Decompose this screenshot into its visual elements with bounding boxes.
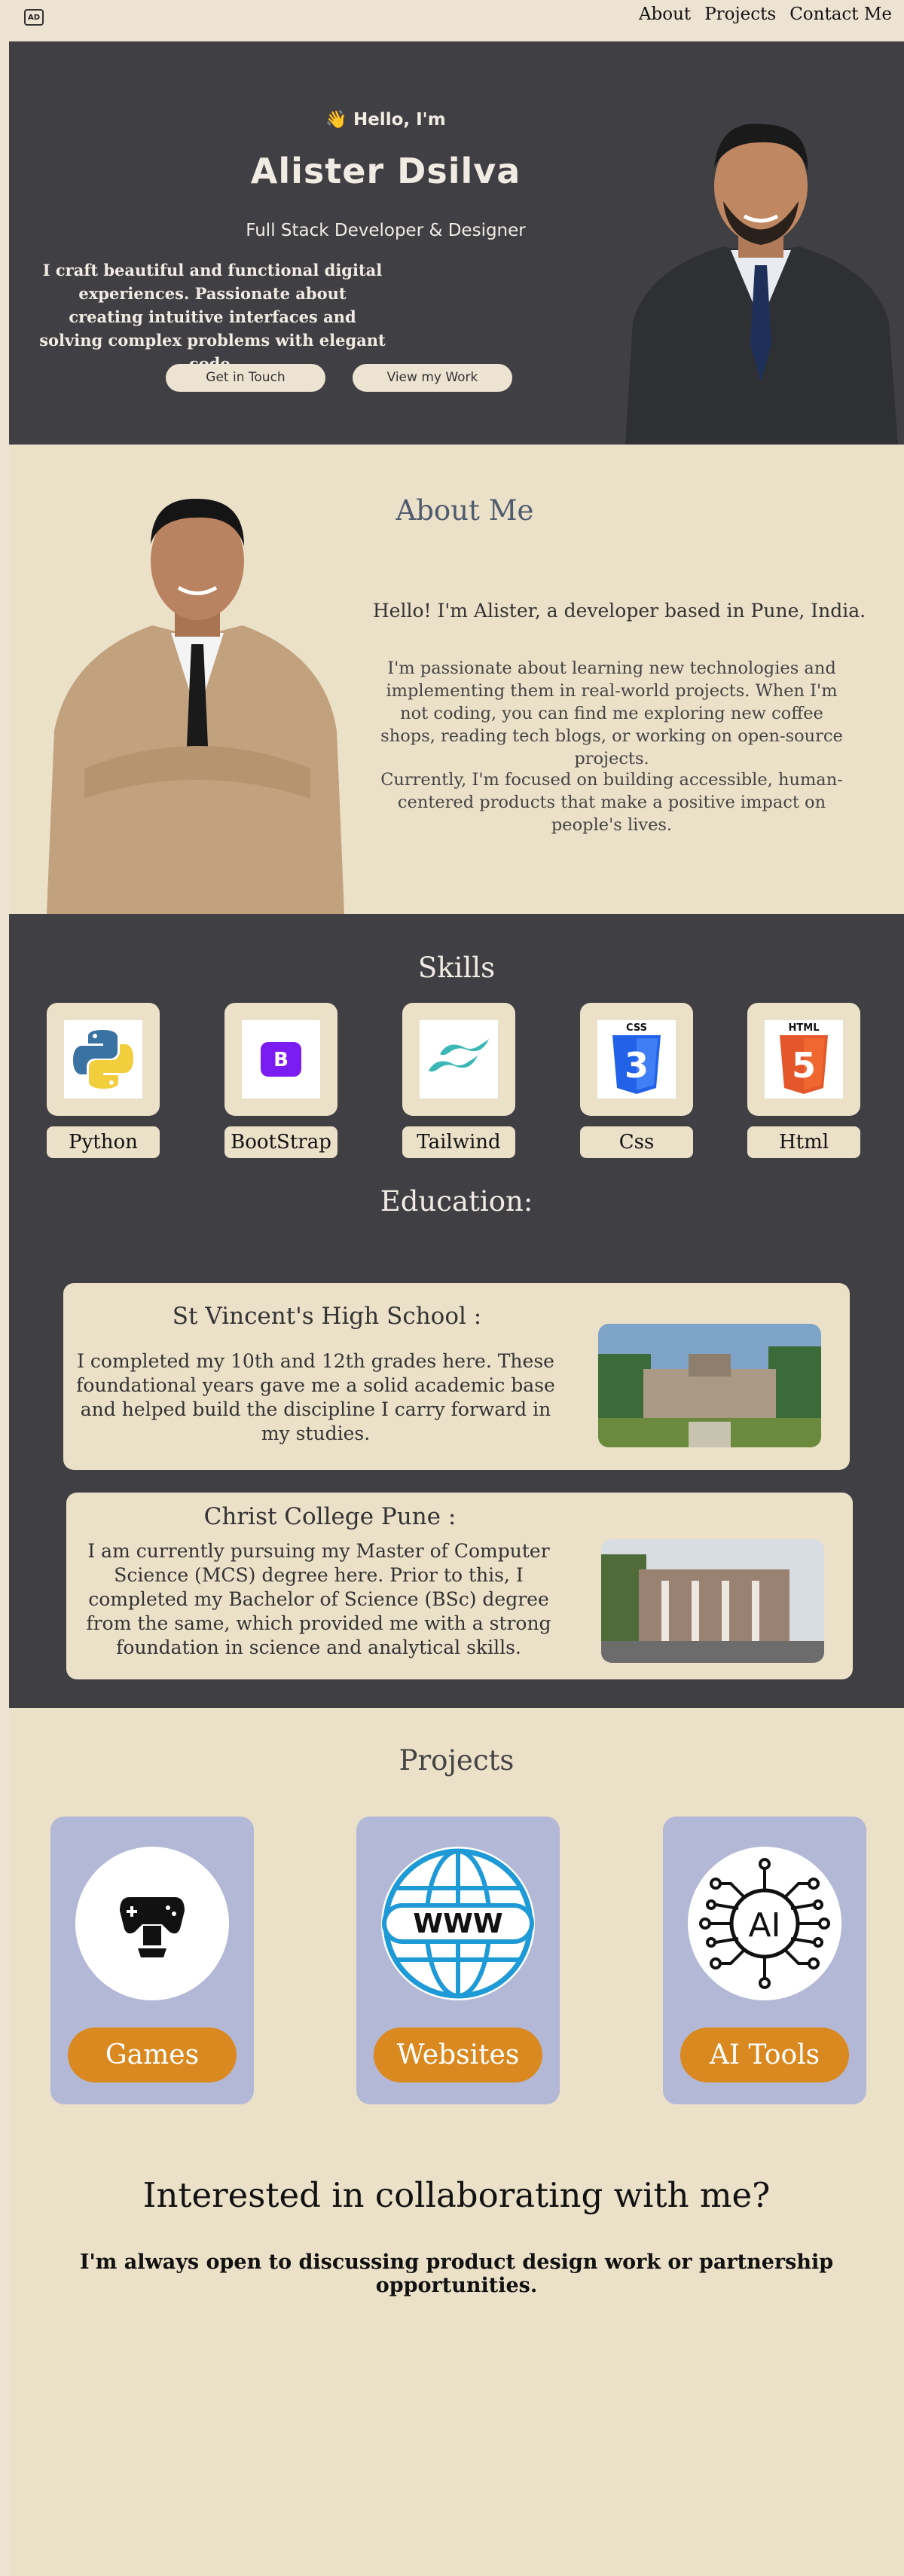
education-school-name: St Vincent's High School : [172, 1303, 482, 1330]
tailwind-icon [421, 1033, 496, 1086]
skill-label: BootStrap [224, 1126, 337, 1158]
svg-text:3: 3 [624, 1045, 649, 1086]
projects-title: Projects [399, 1744, 515, 1777]
education-description: I am currently pursuing my Master of Computer Science (MCS) degree here. Prior to this, I completed my Bachelor of Science (BSc) degree from the same, which provided me with a strong foundation in science and analytical skills. [86, 1540, 551, 1658]
about-portrait-image [39, 475, 356, 914]
html5-icon [774, 1020, 834, 1099]
hero-section [9, 41, 904, 445]
svg-text:5: 5 [791, 1045, 817, 1086]
skill-card-html [747, 1003, 860, 1158]
svg-text:WWW: WWW [413, 1908, 503, 1939]
education-title: Education: [380, 1185, 533, 1218]
education-card-school [63, 1283, 850, 1470]
hero-intro: I craft beautiful and functional digital experiences. Passionate about creating intuitive interfaces and solving complex problems with elegant [39, 261, 386, 350]
svg-text:AI: AI [748, 1906, 781, 1945]
skill-card-css [580, 1003, 693, 1158]
top-nav [0, 0, 904, 41]
skill-label: Tailwind [402, 1126, 515, 1158]
education-description: I completed my 10th and 12th grades here. These foundational years gave me a solid academic base and helped build the discipline I carry forward in my studies. [76, 1350, 555, 1444]
bootstrap-icon [259, 1040, 303, 1078]
skills-education-section [9, 914, 904, 1708]
nav-link-projects[interactable]: Projects [704, 5, 777, 24]
gamepad-icon [111, 1882, 194, 1965]
skill-label: Python [47, 1126, 160, 1158]
education-card-college [66, 1493, 853, 1679]
ai-chip-icon [693, 1852, 836, 1995]
www-globe-icon [381, 1847, 535, 2000]
get-in-touch-button[interactable]: Get in Touch [166, 364, 325, 392]
hero-greeting: 👋 Hello, I'm [325, 110, 446, 130]
contact-heading: Interested in collaborating with me? [142, 2175, 771, 2215]
svg-text:HTML: HTML [788, 1022, 820, 1034]
about-lead: Hello! I'm Alister, a developer based in Pune, India. [372, 600, 866, 622]
python-icon [69, 1025, 137, 1093]
ai-tools-button[interactable]: AI Tools [680, 2027, 849, 2082]
view-work-button[interactable]: View my Work [353, 364, 512, 392]
school-building-image [598, 1324, 821, 1447]
css3-icon [606, 1020, 667, 1099]
skill-card-python [47, 1003, 160, 1158]
education-school-name: Christ College Pune : [203, 1503, 457, 1530]
about-title: About Me [396, 494, 534, 527]
hero-portrait-image [618, 96, 904, 445]
about-section [9, 445, 904, 914]
skills-title: Skills [417, 952, 496, 984]
hero-name: Alister Dsilva [250, 151, 521, 191]
skill-label: Html [747, 1126, 860, 1158]
project-card-websites[interactable] [356, 1817, 560, 2104]
project-card-games[interactable] [50, 1817, 254, 2104]
projects-section [9, 1708, 904, 2576]
svg-text:CSS: CSS [626, 1022, 647, 1034]
logo[interactable]: AD [24, 9, 44, 26]
project-card-ai-tools[interactable] [663, 1817, 866, 2104]
websites-button[interactable]: Websites [374, 2027, 542, 2082]
about-paragraph-1: I'm passionate about learning new technologies and implementing them in real-world projects. When I'm not coding, you can find me exploring new coffee shops, reading tech blogs, or working on open-source projects. [380, 659, 843, 769]
games-button[interactable]: Games [68, 2027, 237, 2082]
nav-link-contact[interactable]: Contact Me [789, 5, 892, 24]
about-paragraph-2: Currently, I'm focused on building accessible, human-centered products that make a positive impact on people's lives. [380, 770, 843, 835]
hero-role: Full Stack Developer & Designer [246, 221, 526, 240]
skill-card-tailwind [402, 1003, 515, 1158]
contact-subtext: I'm always open to discussing product design work or partnership opportunities. [79, 2251, 834, 2297]
svg-text:B: B [273, 1049, 289, 1071]
skill-card-bootstrap [224, 1003, 337, 1158]
college-building-image [601, 1539, 824, 1663]
nav-link-about[interactable]: About [638, 5, 692, 24]
nav-links [639, 5, 892, 24]
skill-label: Css [580, 1126, 693, 1158]
